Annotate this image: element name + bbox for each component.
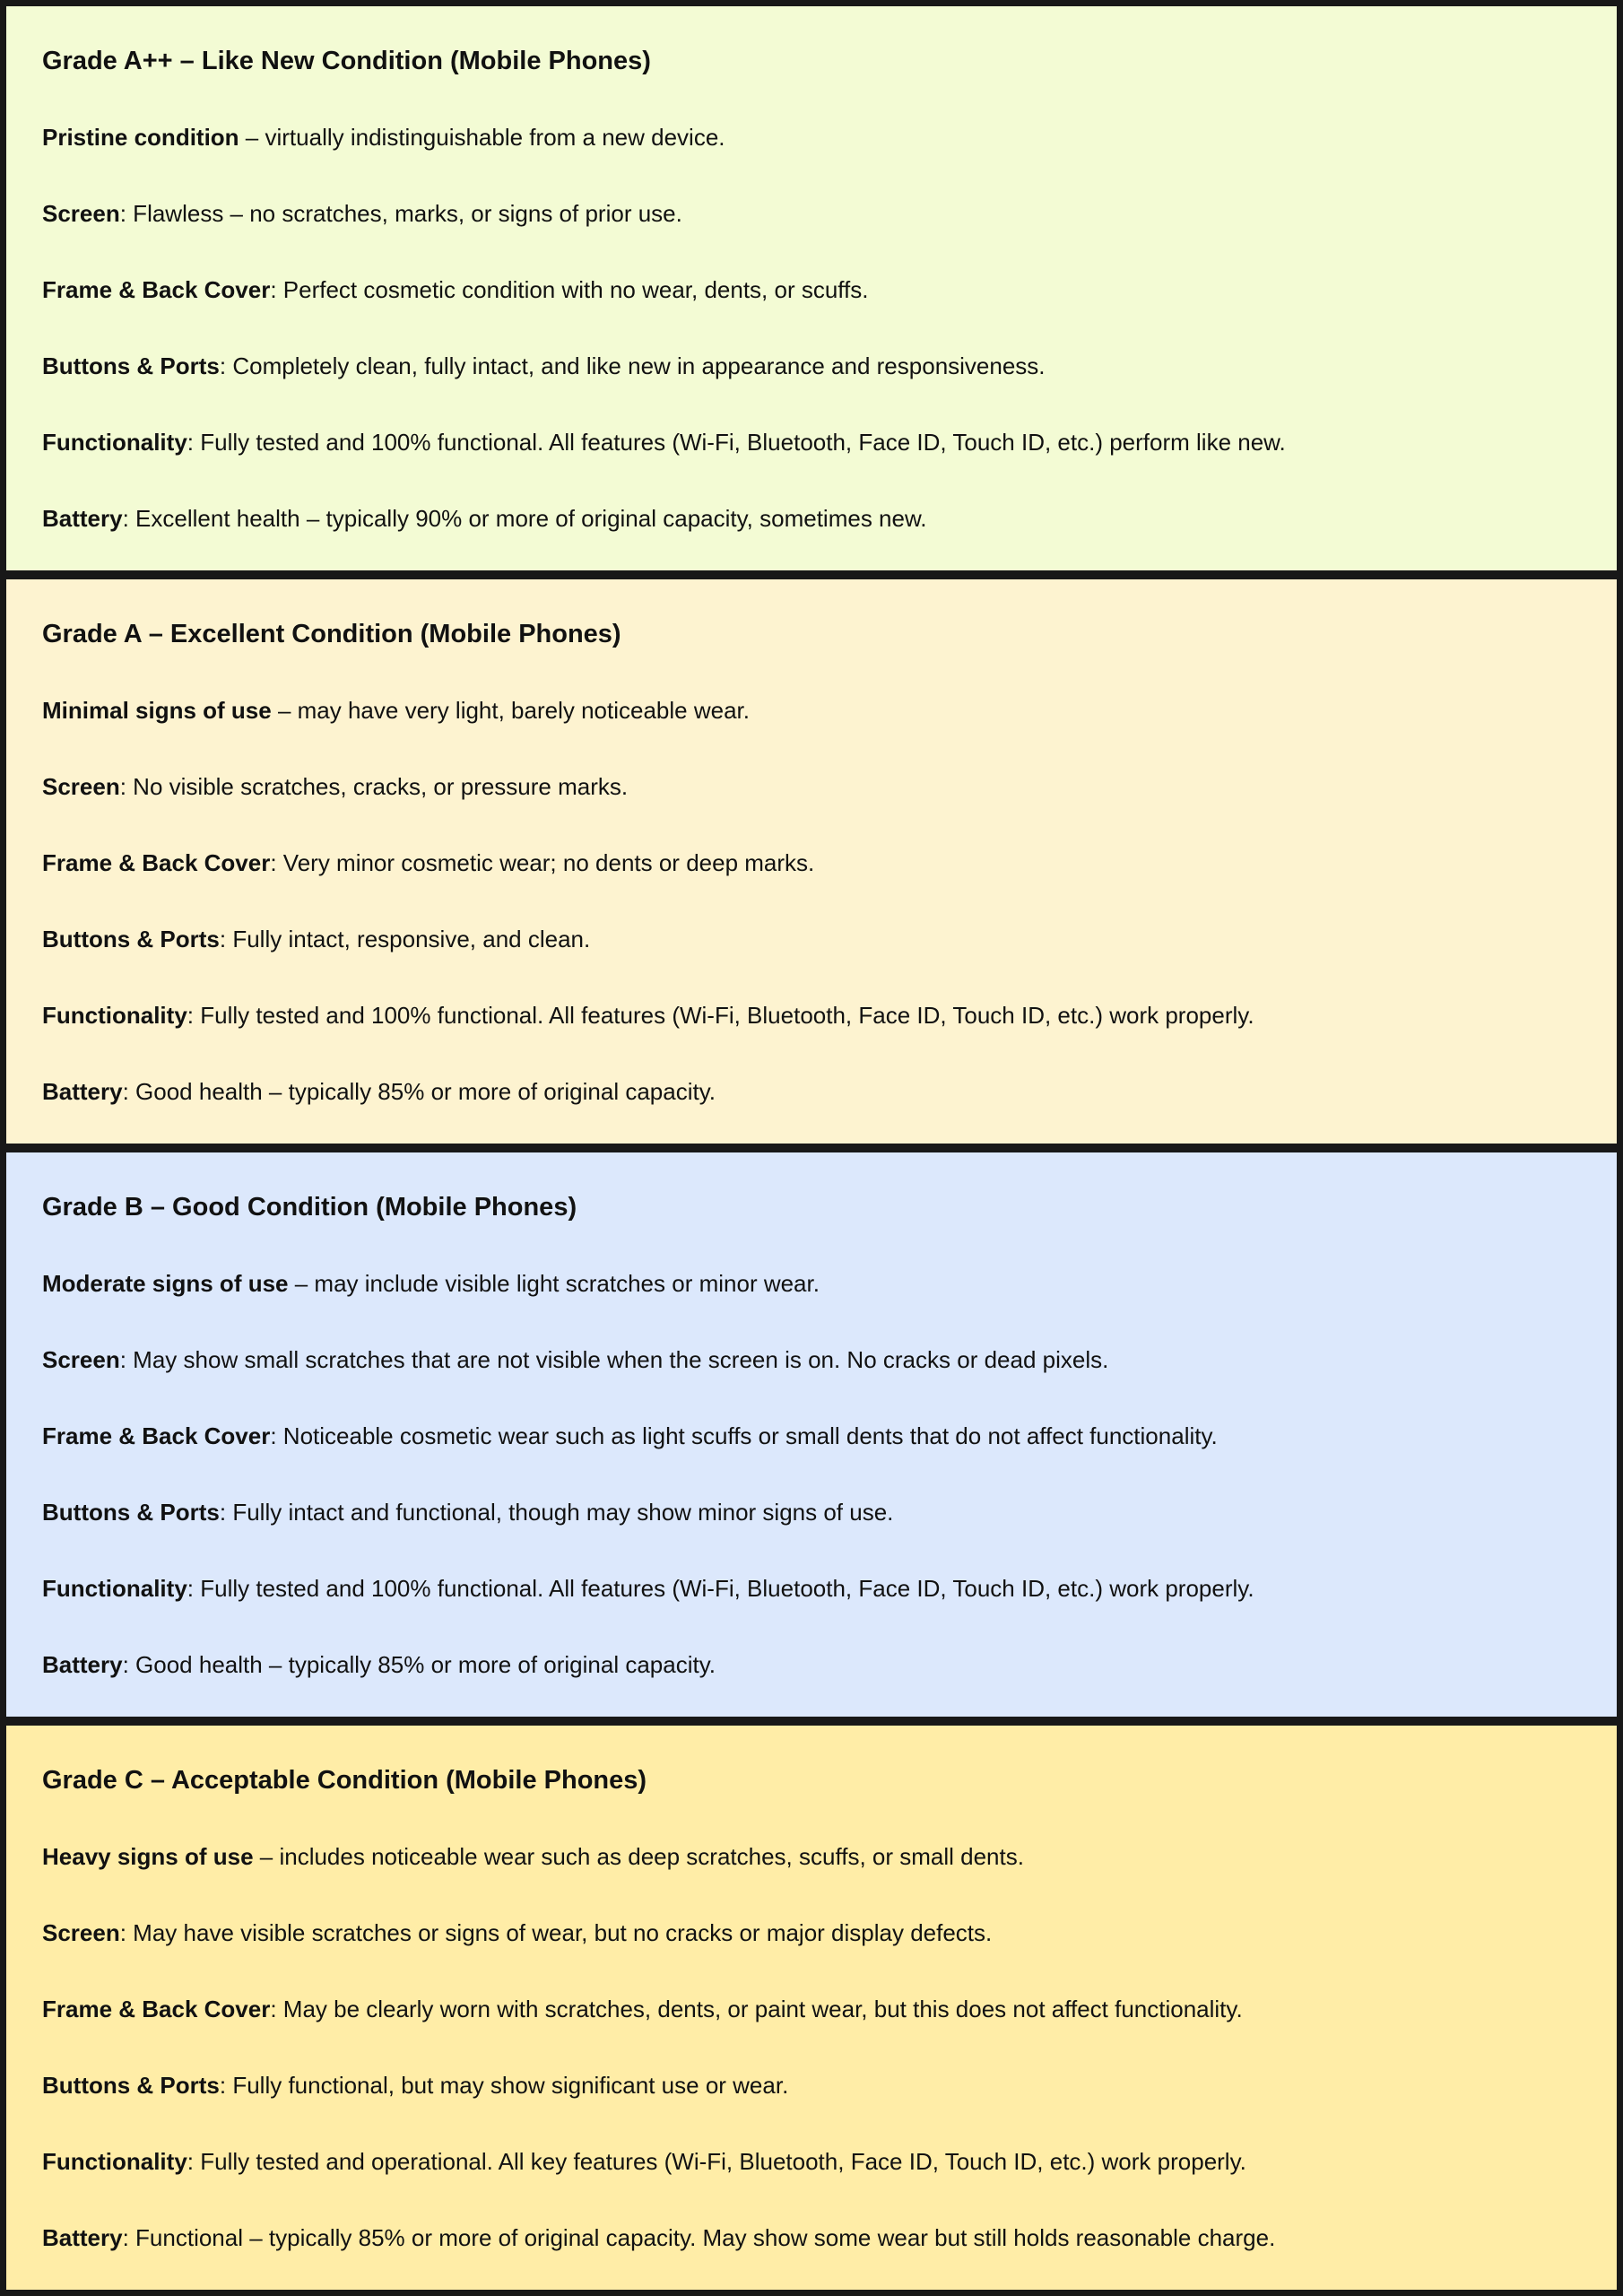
grade-card-title: Grade B – Good Condition (Mobile Phones) xyxy=(42,1193,577,1222)
grade-item-text: : Fully tested and operational. All key features (Wi-Fi, Bluetooth, Face ID, Touch ID, etc.) work properly. xyxy=(187,2148,1246,2175)
grade-item-label: Battery xyxy=(42,1651,123,1678)
grade-item-battery xyxy=(42,504,1581,533)
grade-item-text: – may include visible light scratches or minor wear. xyxy=(288,1270,820,1297)
grade-item-text: : Fully functional, but may show significant use or wear. xyxy=(219,2072,789,2099)
grade-item-buttons xyxy=(42,1498,1581,1526)
grade-item-battery xyxy=(42,1077,1581,1106)
grade-item-text: : Completely clean, fully intact, and like new in appearance and responsiveness. xyxy=(219,352,1046,379)
grade-item-text: : May show small scratches that are not visible when the screen is on. No cracks or dead pixels. xyxy=(119,1346,1109,1373)
grade-item-text: : Perfect cosmetic condition with no wear, dents, or scuffs. xyxy=(270,276,869,303)
grade-item-label: Buttons & Ports xyxy=(42,2072,220,2099)
grade-card-b xyxy=(6,1152,1617,1717)
grade-item-text: : Fully tested and 100% functional. All features (Wi-Fi, Bluetooth, Face ID, Touch ID, etc.) perform like new. xyxy=(187,429,1286,456)
grade-item-battery xyxy=(42,1650,1581,1679)
grade-card-title: Grade A++ – Like New Condition (Mobile Phones) xyxy=(42,47,651,75)
grade-item-screen xyxy=(42,1345,1581,1374)
grade-item-text: : Fully tested and 100% functional. All features (Wi-Fi, Bluetooth, Face ID, Touch ID, etc.) work properly. xyxy=(187,1002,1254,1029)
grade-item-screen xyxy=(42,1918,1581,1947)
grade-card-a-plus-plus xyxy=(6,6,1617,570)
grade-item-functionality xyxy=(42,1001,1581,1030)
grade-item-screen xyxy=(42,772,1581,801)
grade-item-functionality xyxy=(42,1574,1581,1603)
grade-item-text: : No visible scratches, cracks, or pressure marks. xyxy=(119,773,629,800)
grade-item-label: Battery xyxy=(42,1078,123,1105)
grade-item-label: Buttons & Ports xyxy=(42,352,220,379)
grade-item-label: Screen xyxy=(42,200,120,227)
grade-item-battery xyxy=(42,2223,1581,2252)
grade-item-label: Frame & Back Cover xyxy=(42,276,271,303)
grade-item-label: Pristine condition xyxy=(42,124,239,151)
grade-item-text: : Good health – typically 85% or more of original capacity. xyxy=(122,1651,716,1678)
grade-item-label: Buttons & Ports xyxy=(42,926,220,952)
grade-item-label: Battery xyxy=(42,505,123,532)
grade-item-text: : May be clearly worn with scratches, dents, or paint wear, but this does not affect functionality. xyxy=(270,1996,1243,2022)
grade-item-label: Minimal signs of use xyxy=(42,697,272,724)
grade-item-text: : Fully intact, responsive, and clean. xyxy=(219,926,591,952)
grade-item-label: Moderate signs of use xyxy=(42,1270,289,1297)
grade-item-text: : May have visible scratches or signs of wear, but no cracks or major display defects. xyxy=(119,1919,993,1946)
grade-card-title: Grade A – Excellent Condition (Mobile Phones) xyxy=(42,620,621,648)
grade-item-functionality xyxy=(42,428,1581,457)
grade-item-summary xyxy=(42,696,1581,725)
grade-item-text: : Very minor cosmetic wear; no dents or deep marks. xyxy=(270,849,815,876)
grade-item-label: Frame & Back Cover xyxy=(42,849,271,876)
grade-item-text: – may have very light, barely noticeable wear. xyxy=(271,697,750,724)
grade-item-text: – includes noticeable wear such as deep scratches, scuffs, or small dents. xyxy=(253,1843,1024,1870)
grade-item-frame xyxy=(42,1995,1581,2023)
grade-item-label: Functionality xyxy=(42,1002,187,1029)
grade-item-functionality xyxy=(42,2147,1581,2176)
grade-item-frame xyxy=(42,275,1581,304)
grade-item-buttons xyxy=(42,2071,1581,2100)
grade-card-c xyxy=(6,1726,1617,2290)
grade-item-text: – virtually indistinguishable from a new device. xyxy=(239,124,725,151)
grade-item-text: : Functional – typically 85% or more of original capacity. May show some wear but still holds reasonable charge. xyxy=(122,2224,1276,2251)
grade-item-frame xyxy=(42,848,1581,877)
grade-item-summary xyxy=(42,1269,1581,1298)
grade-item-text: : Good health – typically 85% or more of original capacity. xyxy=(122,1078,716,1105)
grade-item-text: : Noticeable cosmetic wear such as light scuffs or small dents that do not affect functionality. xyxy=(270,1422,1218,1449)
grade-item-label: Functionality xyxy=(42,2148,187,2175)
grade-item-text: : Flawless – no scratches, marks, or signs of prior use. xyxy=(119,200,682,227)
grade-item-text: : Fully tested and 100% functional. All features (Wi-Fi, Bluetooth, Face ID, Touch ID, etc.) work properly. xyxy=(187,1575,1254,1602)
grade-item-label: Heavy signs of use xyxy=(42,1843,254,1870)
grade-item-label: Screen xyxy=(42,773,120,800)
grade-item-label: Frame & Back Cover xyxy=(42,1996,271,2022)
grade-item-label: Buttons & Ports xyxy=(42,1499,220,1526)
grade-item-buttons xyxy=(42,352,1581,380)
grade-item-text: : Fully intact and functional, though may show minor signs of use. xyxy=(219,1499,894,1526)
grade-item-label: Battery xyxy=(42,2224,123,2251)
grade-item-frame xyxy=(42,1422,1581,1450)
grade-item-label: Functionality xyxy=(42,1575,187,1602)
grade-item-label: Functionality xyxy=(42,429,187,456)
grade-item-label: Screen xyxy=(42,1346,120,1373)
grade-item-label: Screen xyxy=(42,1919,120,1946)
grade-item-buttons xyxy=(42,925,1581,953)
grade-card-a xyxy=(6,579,1617,1144)
grade-item-summary xyxy=(42,123,1581,152)
grade-item-text: : Excellent health – typically 90% or more of original capacity, sometimes new. xyxy=(122,505,927,532)
grade-item-summary xyxy=(42,1842,1581,1871)
grade-item-screen xyxy=(42,199,1581,228)
grade-card-title: Grade C – Acceptable Condition (Mobile Phones) xyxy=(42,1766,647,1795)
grade-item-label: Frame & Back Cover xyxy=(42,1422,271,1449)
